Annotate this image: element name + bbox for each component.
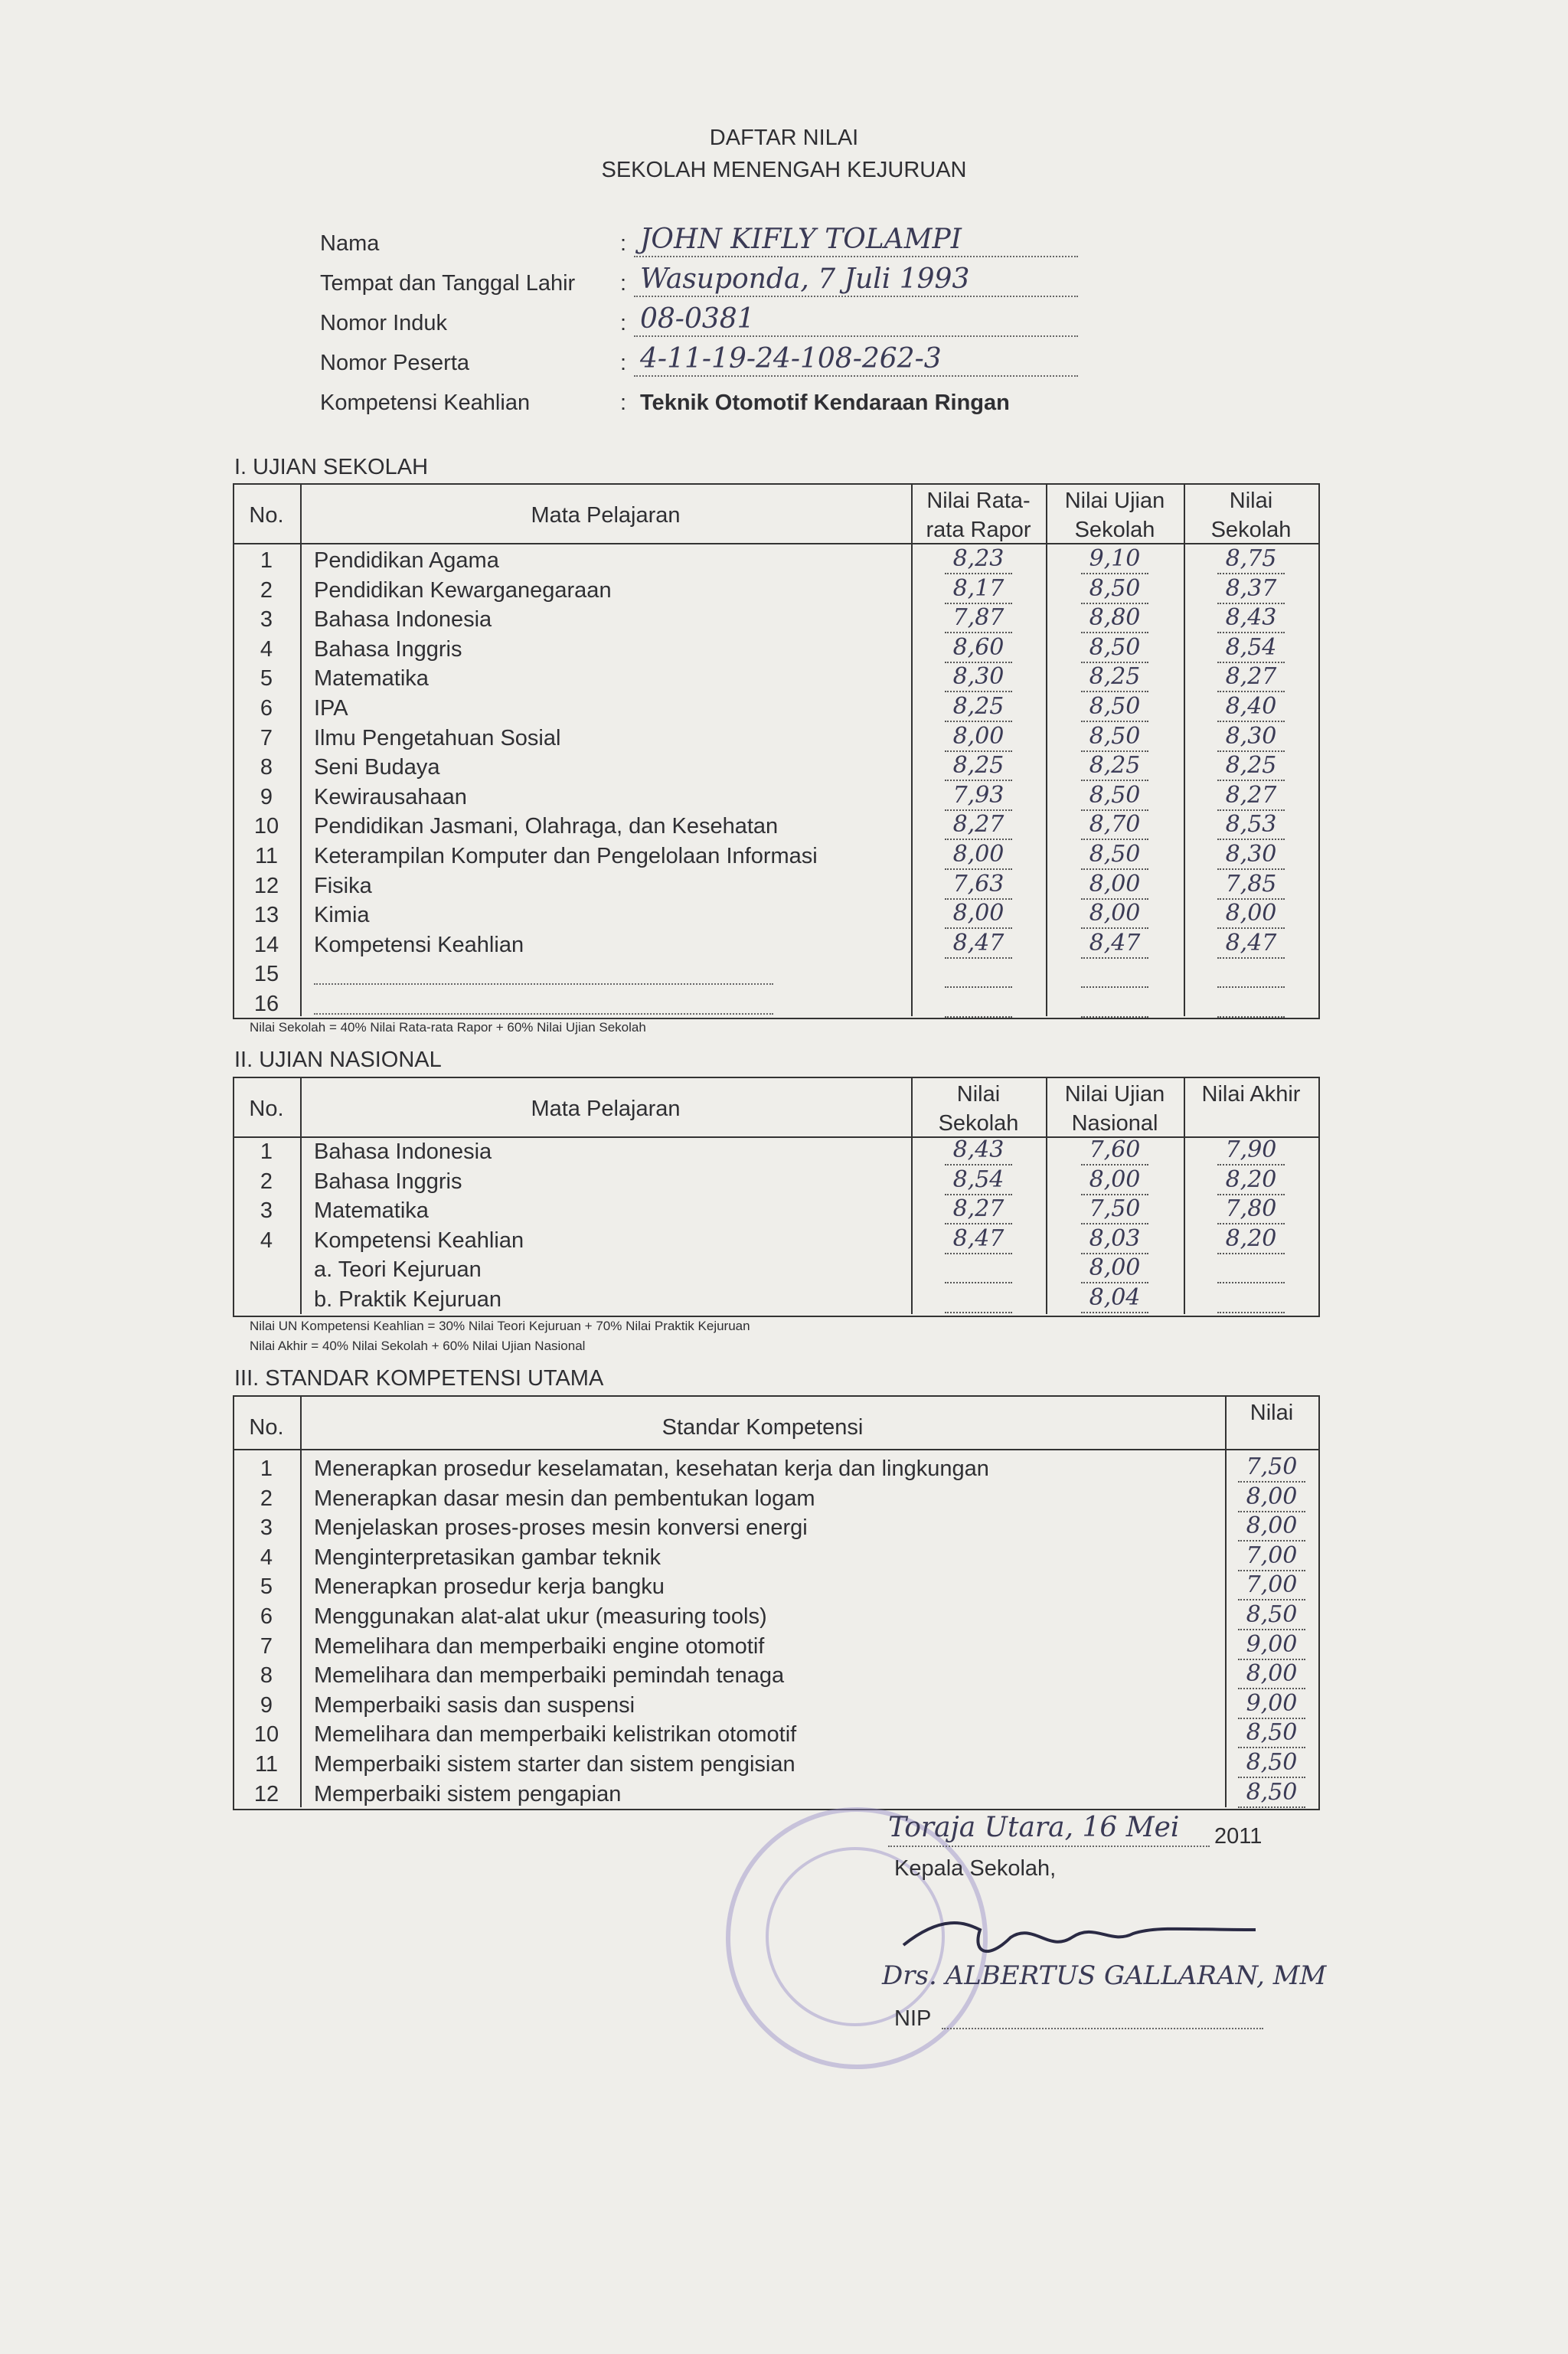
row-value: 8,37 bbox=[1217, 575, 1285, 604]
row-value: 9,00 bbox=[1238, 1631, 1305, 1660]
row-value: 8,00 bbox=[1217, 900, 1285, 929]
row-value: 8,43 bbox=[1217, 604, 1285, 633]
row-value: 8,50 bbox=[1081, 841, 1148, 870]
row-number: 11 bbox=[254, 844, 279, 868]
empty-row-dots bbox=[314, 983, 773, 985]
row-value: 7,85 bbox=[1217, 871, 1285, 900]
row-number: 6 bbox=[260, 1604, 273, 1629]
row-subject: Memelihara dan memperbaiki engine otomotif bbox=[314, 1633, 765, 1659]
table-column-rule bbox=[1184, 485, 1185, 1016]
row-value: 8,54 bbox=[1217, 634, 1285, 663]
row-value: 8,27 bbox=[1217, 663, 1285, 692]
identity-value: 4-11-19-24-108-262-3 bbox=[640, 343, 942, 374]
header-subject: Mata Pelajaran bbox=[531, 503, 681, 528]
row-number: 4 bbox=[260, 1228, 273, 1253]
row-value: 8,25 bbox=[1217, 752, 1285, 781]
row-subject: Pendidikan Agama bbox=[314, 548, 499, 573]
row-subject: b. Praktik Kejuruan bbox=[314, 1287, 502, 1312]
row-value bbox=[1081, 989, 1148, 1018]
row-value: 8,27 bbox=[1217, 782, 1285, 811]
row-number: 15 bbox=[253, 962, 279, 987]
row-value bbox=[945, 989, 1012, 1018]
row-value: 8,53 bbox=[1217, 811, 1285, 840]
row-value: 8,50 bbox=[1238, 1749, 1305, 1778]
table-column-rule bbox=[1184, 1078, 1185, 1314]
table-column-rule bbox=[1225, 1397, 1227, 1807]
doc-title: DAFTAR NILAI bbox=[709, 126, 859, 150]
identity-colon: : bbox=[620, 231, 627, 256]
row-value: 8,50 bbox=[1081, 723, 1148, 752]
table-column-rule bbox=[911, 485, 913, 1016]
row-number: 9 bbox=[260, 1692, 273, 1718]
doc-subtitle: SEKOLAH MENENGAH KEJURUAN bbox=[601, 158, 967, 182]
row-number: 3 bbox=[260, 607, 273, 633]
row-number: 3 bbox=[260, 1198, 273, 1224]
identity-dots bbox=[634, 335, 1078, 337]
header-subject: Mata Pelajaran bbox=[531, 1097, 681, 1121]
row-subject: Matematika bbox=[314, 1198, 429, 1224]
row-number: 4 bbox=[260, 1545, 273, 1570]
nip-dots bbox=[942, 2028, 1263, 2029]
row-value: 7,80 bbox=[1217, 1195, 1285, 1224]
row-value: 7,87 bbox=[945, 604, 1012, 633]
identity-label: Kompetensi Keahlian bbox=[320, 391, 531, 415]
section3-title: III. STANDAR KOMPETENSI UTAMA bbox=[234, 1366, 604, 1391]
row-subject: Menggunakan alat-alat ukur (measuring tools) bbox=[314, 1604, 767, 1629]
row-number: 7 bbox=[260, 1633, 273, 1659]
row-value: 8,50 bbox=[1238, 1601, 1305, 1630]
row-subject: Memelihara dan memperbaiki pemindah tenaga bbox=[314, 1663, 785, 1689]
row-number: 12 bbox=[253, 1781, 279, 1806]
table-column-rule bbox=[300, 1397, 302, 1807]
row-value: 8,43 bbox=[945, 1136, 1012, 1166]
row-value: 8,25 bbox=[945, 752, 1012, 781]
row-value: 8,47 bbox=[945, 1225, 1012, 1254]
handwritten-signature bbox=[896, 1899, 1263, 1968]
header-c2: Nilai Ujian Nasional bbox=[1064, 1082, 1165, 1136]
row-subject: Memelihara dan memperbaiki kelistrikan otomotif bbox=[314, 1722, 797, 1748]
row-value: 8,50 bbox=[1081, 634, 1148, 663]
row-value: 8,54 bbox=[945, 1166, 1012, 1195]
identity-dots bbox=[634, 375, 1078, 377]
header-c2: Nilai Ujian Sekolah bbox=[1064, 489, 1165, 542]
section2-note-2: Nilai Akhir = 40% Nilai Sekolah + 60% Nilai Ujian Nasional bbox=[250, 1339, 586, 1353]
section2-note-1: Nilai UN Kompetensi Keahlian = 30% Nilai Teori Kejuruan + 70% Nilai Praktik Kejuruan bbox=[250, 1319, 750, 1333]
row-subject: Memperbaiki sistem starter dan sistem pengisian bbox=[314, 1752, 795, 1777]
table-column-rule bbox=[1046, 485, 1047, 1016]
row-value: 8,47 bbox=[945, 930, 1012, 959]
row-value: 7,63 bbox=[945, 871, 1012, 900]
row-value: 8,60 bbox=[945, 634, 1012, 663]
table-header-rule bbox=[233, 1449, 1320, 1450]
row-number: 2 bbox=[260, 1486, 273, 1511]
row-value: 8,50 bbox=[1081, 575, 1148, 604]
row-subject: a. Teori Kejuruan bbox=[314, 1257, 482, 1283]
row-value: 8,00 bbox=[1081, 1166, 1148, 1195]
identity-colon: : bbox=[620, 311, 627, 335]
row-value: 8,30 bbox=[945, 663, 1012, 692]
row-number: 4 bbox=[260, 636, 273, 662]
header-c3: Nilai Akhir bbox=[1201, 1082, 1301, 1107]
row-subject: Menjelaskan proses-proses mesin konversi energi bbox=[314, 1515, 808, 1541]
row-value: 8,20 bbox=[1217, 1166, 1285, 1195]
row-subject: Matematika bbox=[314, 666, 429, 691]
row-subject: IPA bbox=[314, 696, 348, 721]
row-value bbox=[945, 1254, 1012, 1283]
row-value: 8,50 bbox=[1238, 1779, 1305, 1808]
row-value: 8,17 bbox=[945, 575, 1012, 604]
row-subject: Bahasa Indonesia bbox=[314, 1139, 492, 1164]
identity-label: Tempat dan Tanggal Lahir bbox=[320, 271, 576, 296]
row-number: 5 bbox=[260, 666, 273, 691]
row-number: 1 bbox=[260, 1139, 273, 1164]
row-value bbox=[1217, 959, 1285, 988]
row-value: 8,50 bbox=[1081, 782, 1148, 811]
row-number: 3 bbox=[260, 1515, 273, 1541]
row-value: 7,00 bbox=[1238, 1542, 1305, 1571]
row-value: 8,25 bbox=[1081, 752, 1148, 781]
row-subject: Menerapkan dasar mesin dan pembentukan logam bbox=[314, 1486, 815, 1511]
header-c1: Nilai bbox=[1250, 1401, 1294, 1425]
header-subject: Standar Kompetensi bbox=[662, 1415, 864, 1440]
row-number: 6 bbox=[260, 696, 273, 721]
row-number: 12 bbox=[253, 873, 279, 898]
place-date-dots bbox=[888, 1846, 1210, 1847]
row-value: 8,70 bbox=[1081, 811, 1148, 840]
row-subject: Menerapkan prosedur keselamatan, kesehatan kerja dan lingkungan bbox=[314, 1457, 989, 1481]
row-value: 8,27 bbox=[945, 811, 1012, 840]
identity-dots bbox=[634, 256, 1078, 257]
row-subject: Fisika bbox=[314, 873, 372, 898]
row-number: 8 bbox=[260, 755, 273, 780]
row-subject: Ilmu Pengetahuan Sosial bbox=[314, 725, 561, 750]
identity-colon: : bbox=[620, 391, 627, 415]
table-column-rule bbox=[300, 485, 302, 1016]
row-number: 2 bbox=[260, 577, 273, 603]
row-number: 5 bbox=[260, 1574, 273, 1600]
section2-title: II. UJIAN NASIONAL bbox=[234, 1048, 442, 1072]
row-number: 1 bbox=[260, 548, 273, 573]
row-value: 8,00 bbox=[1081, 871, 1148, 900]
row-value: 8,27 bbox=[945, 1195, 1012, 1224]
row-number: 9 bbox=[260, 784, 273, 809]
row-number: 2 bbox=[260, 1169, 273, 1194]
identity-label: Nama bbox=[320, 231, 380, 256]
identity-value: 08-0381 bbox=[640, 303, 755, 335]
section1-title: I. UJIAN SEKOLAH bbox=[234, 455, 429, 479]
row-subject: Pendidikan Jasmani, Olahraga, dan Kesehatan bbox=[314, 814, 779, 839]
row-value: 8,03 bbox=[1081, 1225, 1148, 1254]
signature-year: 2011 bbox=[1214, 1824, 1263, 1849]
row-value: 8,00 bbox=[1238, 1512, 1305, 1542]
row-value: 8,47 bbox=[1081, 930, 1148, 959]
identity-value: JOHN KIFLY TOLAMPI bbox=[640, 224, 962, 255]
row-number: 13 bbox=[253, 903, 279, 928]
row-subject: Bahasa Inggris bbox=[314, 1169, 462, 1194]
row-value: 7,50 bbox=[1238, 1453, 1305, 1483]
row-value: 8,25 bbox=[945, 693, 1012, 722]
row-number: 11 bbox=[254, 1752, 279, 1777]
row-value bbox=[1217, 1254, 1285, 1283]
identity-label: Nomor Induk bbox=[320, 311, 448, 335]
identity-value: Teknik Otomotif Kendaraan Ringan bbox=[640, 391, 1010, 415]
identity-colon: : bbox=[620, 351, 627, 375]
row-subject: Bahasa Indonesia bbox=[314, 607, 492, 633]
row-value: 7,50 bbox=[1081, 1195, 1148, 1224]
row-number: 14 bbox=[253, 932, 279, 957]
row-subject: Keterampilan Komputer dan Pengelolaan Informasi bbox=[314, 844, 818, 868]
row-value: 8,47 bbox=[1217, 930, 1285, 959]
row-value: 8,00 bbox=[1081, 900, 1148, 929]
row-value: 7,00 bbox=[1238, 1571, 1305, 1600]
signature-place-date: Toraja Utara, 16 Mei bbox=[888, 1812, 1180, 1843]
header-no: No. bbox=[249, 1097, 284, 1121]
identity-label: Nomor Peserta bbox=[320, 351, 470, 375]
row-value: 8,04 bbox=[1081, 1284, 1148, 1313]
identity-value: Wasuponda, 7 Juli 1993 bbox=[640, 263, 970, 295]
row-value: 8,00 bbox=[945, 841, 1012, 870]
row-value bbox=[945, 959, 1012, 988]
signature-role: Kepala Sekolah, bbox=[894, 1856, 1057, 1881]
row-value: 8,00 bbox=[945, 900, 1012, 929]
row-subject: Memperbaiki sistem pengapian bbox=[314, 1781, 622, 1806]
row-subject: Kimia bbox=[314, 903, 370, 928]
header-c3: Nilai Sekolah bbox=[1210, 489, 1292, 542]
header-no: No. bbox=[249, 503, 284, 528]
row-value: 8,00 bbox=[1081, 1254, 1148, 1283]
row-value: 8,00 bbox=[1238, 1660, 1305, 1689]
row-subject: Kompetensi Keahlian bbox=[314, 932, 524, 957]
row-value: 8,25 bbox=[1081, 663, 1148, 692]
row-value bbox=[945, 1284, 1012, 1313]
row-value: 9,10 bbox=[1081, 545, 1148, 574]
row-number: 1 bbox=[260, 1457, 273, 1481]
empty-row-dots bbox=[314, 1013, 773, 1015]
row-number: 10 bbox=[253, 1722, 279, 1748]
row-subject: Menginterpretasikan gambar teknik bbox=[314, 1545, 661, 1570]
row-number: 10 bbox=[253, 814, 279, 839]
header-c1: Nilai Rata-rata Rapor bbox=[926, 489, 1031, 542]
row-value: 8,50 bbox=[1081, 693, 1148, 722]
header-no: No. bbox=[249, 1415, 284, 1440]
signature-name: Drs. ALBERTUS GALLARAN, MM bbox=[882, 1960, 1327, 1991]
row-value bbox=[1217, 989, 1285, 1018]
nip-label: NIP bbox=[894, 2006, 932, 2031]
identity-dots bbox=[634, 296, 1078, 297]
header-c1: Nilai Sekolah bbox=[938, 1082, 1019, 1136]
row-subject: Menerapkan prosedur kerja bangku bbox=[314, 1574, 665, 1600]
row-value bbox=[1081, 959, 1148, 988]
row-subject: Kewirausahaan bbox=[314, 784, 467, 809]
row-value: 8,23 bbox=[945, 545, 1012, 574]
row-value: 9,00 bbox=[1238, 1690, 1305, 1719]
row-value: 8,50 bbox=[1238, 1719, 1305, 1748]
row-subject: Seni Budaya bbox=[314, 755, 440, 780]
row-value: 7,93 bbox=[945, 782, 1012, 811]
identity-colon: : bbox=[620, 271, 627, 296]
row-value: 8,40 bbox=[1217, 693, 1285, 722]
row-value bbox=[1217, 1284, 1285, 1313]
row-value: 8,80 bbox=[1081, 604, 1148, 633]
row-value: 8,30 bbox=[1217, 841, 1285, 870]
row-value: 7,90 bbox=[1217, 1136, 1285, 1166]
row-subject: Kompetensi Keahlian bbox=[314, 1228, 524, 1253]
row-value: 8,75 bbox=[1217, 545, 1285, 574]
row-value: 8,30 bbox=[1217, 723, 1285, 752]
row-value: 8,00 bbox=[945, 723, 1012, 752]
row-value: 7,60 bbox=[1081, 1136, 1148, 1166]
row-value: 8,00 bbox=[1238, 1483, 1305, 1512]
row-subject: Pendidikan Kewarganegaraan bbox=[314, 577, 612, 603]
row-subject: Memperbaiki sasis dan suspensi bbox=[314, 1692, 635, 1718]
row-subject: Bahasa Inggris bbox=[314, 636, 462, 662]
row-number: 8 bbox=[260, 1663, 273, 1689]
row-value: 8,20 bbox=[1217, 1225, 1285, 1254]
section1-note: Nilai Sekolah = 40% Nilai Rata-rata Rapor + 60% Nilai Ujian Sekolah bbox=[250, 1020, 646, 1035]
row-number: 16 bbox=[253, 992, 279, 1016]
row-number: 7 bbox=[260, 725, 273, 750]
